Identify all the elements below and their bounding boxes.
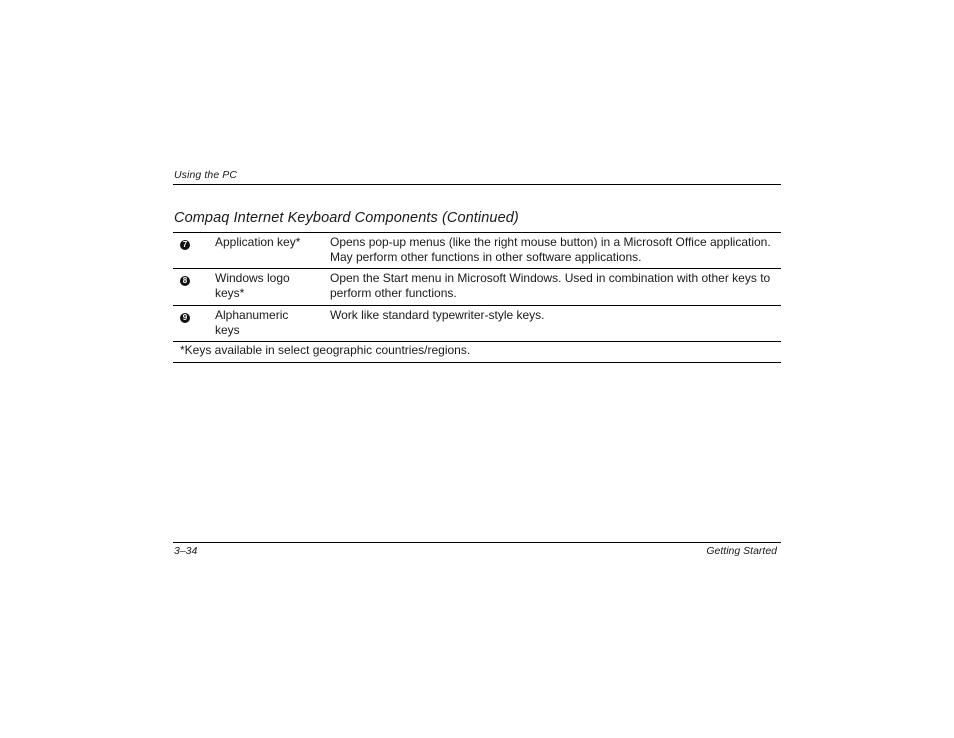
- table-row: [173, 233, 781, 269]
- row-marker-cell: [173, 271, 215, 305]
- component-description: [330, 308, 781, 341]
- description-line: Open the Start menu in Microsoft Windows. Used in combination with other keys to: [330, 271, 771, 285]
- component-name: [215, 308, 330, 341]
- circled-number-icon: 7: [180, 240, 190, 250]
- circled-number-icon: 9: [180, 313, 190, 323]
- table-row: [173, 269, 781, 306]
- component-description: [330, 235, 781, 268]
- header-rule: [173, 184, 781, 185]
- component-name-line: Windows logo: [215, 271, 290, 285]
- footer-rule: [173, 542, 781, 543]
- description-line: perform other functions.: [330, 286, 457, 300]
- component-name: [215, 271, 330, 305]
- components-table: [173, 232, 781, 363]
- description-line: May perform other functions in other software applications.: [330, 250, 642, 264]
- row-marker-cell: [173, 308, 215, 341]
- component-description: [330, 271, 781, 305]
- page-number: 3–34: [174, 545, 198, 557]
- book-title: Getting Started: [706, 545, 777, 557]
- description-line: Work like standard typewriter-style keys.: [330, 308, 545, 322]
- component-name-line: keys*: [215, 286, 245, 300]
- component-name-line: keys: [215, 323, 240, 337]
- component-name-line: Application key*: [215, 235, 301, 249]
- running-header: Using the PC: [174, 169, 238, 181]
- component-name: [215, 235, 330, 268]
- table-title: Compaq Internet Keyboard Components (Continued): [174, 210, 519, 226]
- circled-number-icon: 8: [180, 276, 190, 286]
- row-marker-cell: [173, 235, 215, 268]
- table-row: [173, 306, 781, 342]
- description-line: Opens pop-up menus (like the right mouse button) in a Microsoft Office application.: [330, 235, 771, 249]
- component-name-line: Alphanumeric: [215, 308, 289, 322]
- table-footnote: *Keys available in select geographic countries/regions.: [173, 342, 781, 363]
